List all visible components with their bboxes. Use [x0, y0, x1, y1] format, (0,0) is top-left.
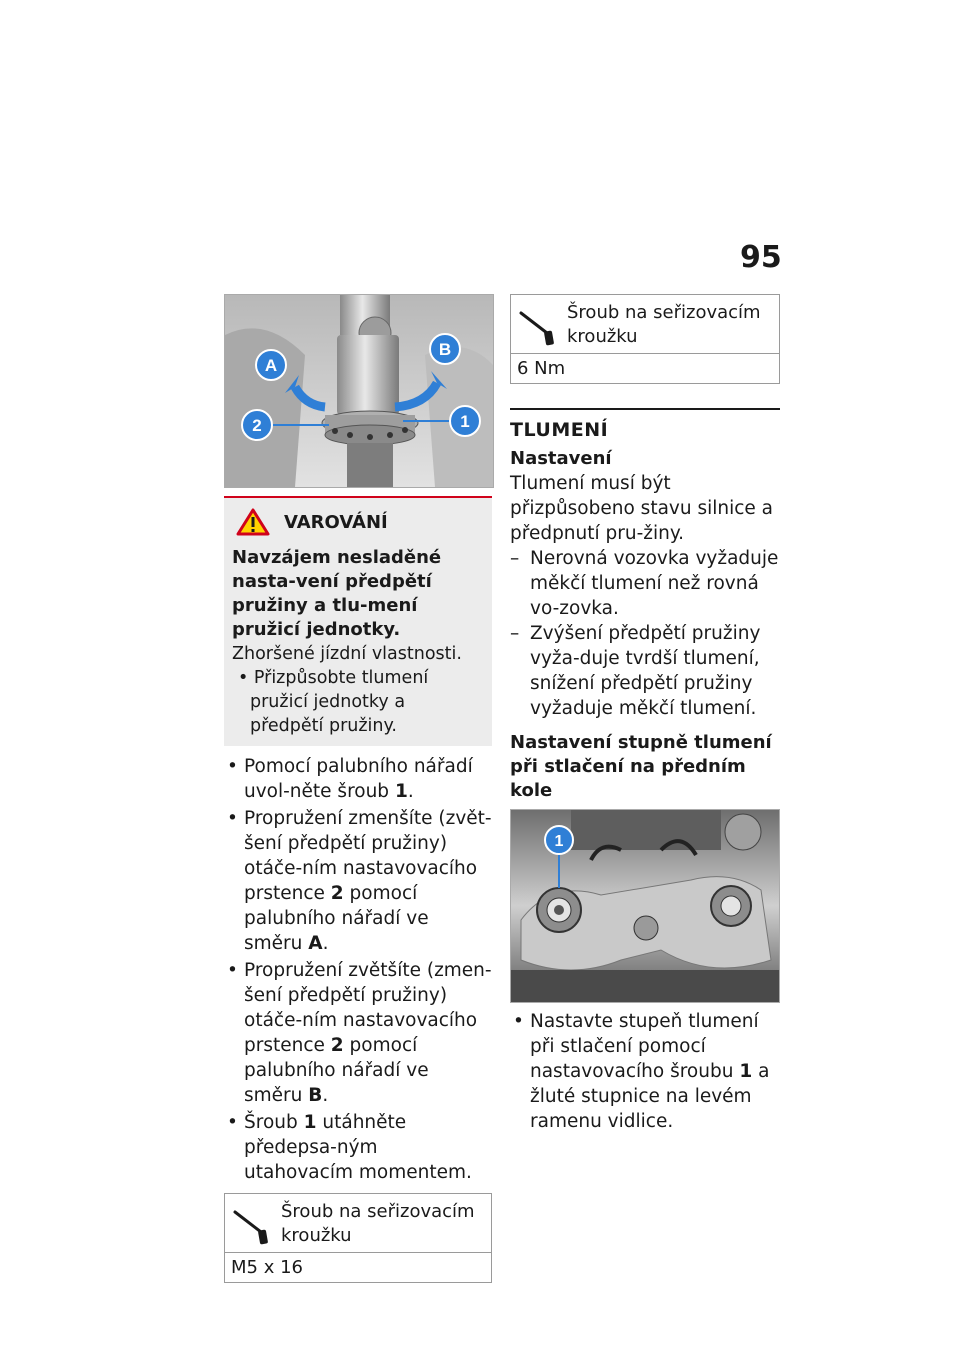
compression-damping-figure	[510, 809, 780, 1003]
list-item: • Šroub 1 utáhněte předepsa-ným utahovacím momentem.	[224, 1110, 492, 1185]
warning-box	[224, 496, 492, 746]
warning-triangle-icon	[236, 508, 270, 536]
warning-header	[232, 508, 480, 536]
list-item: • Nastavte stupeň tlumení při stlačení pomocí nastavovacího šroubu 1 a žluté stupnice na levém ramenu vidlice.	[510, 1009, 780, 1134]
torque-wrench-icon	[231, 1206, 273, 1246]
fork-adjuster-illustration	[511, 810, 779, 1002]
warning-headline: Navzájem nesladěné nasta-vení předpětí pružiny a tlu-mení pružicí jednotky.	[232, 547, 442, 640]
subheading-compression: Nastavení stupně tlumení při stlačení na předním kole	[510, 732, 772, 801]
left-column	[224, 294, 492, 1283]
torque-wrench-icon	[517, 307, 559, 347]
dash-item: – Nerovná vozovka vyžaduje měkčí tlumení než rovná vo-zovka.	[510, 546, 780, 621]
spec-label: Šroub na seřizovacím kroužku	[567, 302, 761, 347]
list-item: • Propružení zmenšíte (zvět-šení předpětí pružiny) otáče-ním nastavovacího prstence 2 pomocí palubního nářadí ve směru A.	[224, 806, 492, 956]
label-a: A	[264, 356, 278, 375]
spring-preload-illustration	[225, 295, 493, 487]
section-title: TLUMENÍ	[510, 408, 780, 443]
warning-consequence: Zhoršené jízdní vlastnosti.	[232, 644, 462, 664]
right-column	[510, 294, 780, 1134]
spec-value: M5 x 16	[225, 1252, 491, 1282]
label-2: 2	[252, 416, 262, 435]
list-item: • Propružení zvětšíte (zmen-šení předpětí pružiny) otáče-ním nastavovacího prstence 2 pomocí palubního nářadí ve směru B.	[224, 958, 492, 1108]
warning-action: • Přizpůsobte tlumení pružicí jednotky a předpětí pružiny.	[238, 668, 429, 736]
label-1: 1	[554, 833, 564, 850]
left-steps-list	[224, 754, 492, 1185]
spec-table-left	[224, 1193, 492, 1283]
label-1: 1	[460, 412, 470, 431]
label-b: B	[438, 340, 452, 359]
spec-value: 6 Nm	[511, 353, 779, 383]
list-item: • Pomocí palubního nářadí uvol-něte šroub 1.	[224, 754, 492, 804]
spring-preload-figure	[224, 294, 494, 488]
spec-label: Šroub na seřizovacím kroužku	[281, 1201, 475, 1246]
spec-table-right	[510, 294, 780, 384]
paragraph: Tlumení musí být přizpůsobeno stavu silnice a předpnutí pru-žiny.	[510, 473, 774, 544]
dash-item: – Zvýšení předpětí pružiny vyža-duje tvrdší tlumení, snížení předpětí pružiny vyžaduje měkčí tlumení.	[510, 621, 780, 721]
page-number: 95	[740, 240, 782, 275]
subheading-adjustment: Nastavení	[510, 448, 612, 469]
warning-title: VAROVÁNÍ	[284, 511, 388, 533]
